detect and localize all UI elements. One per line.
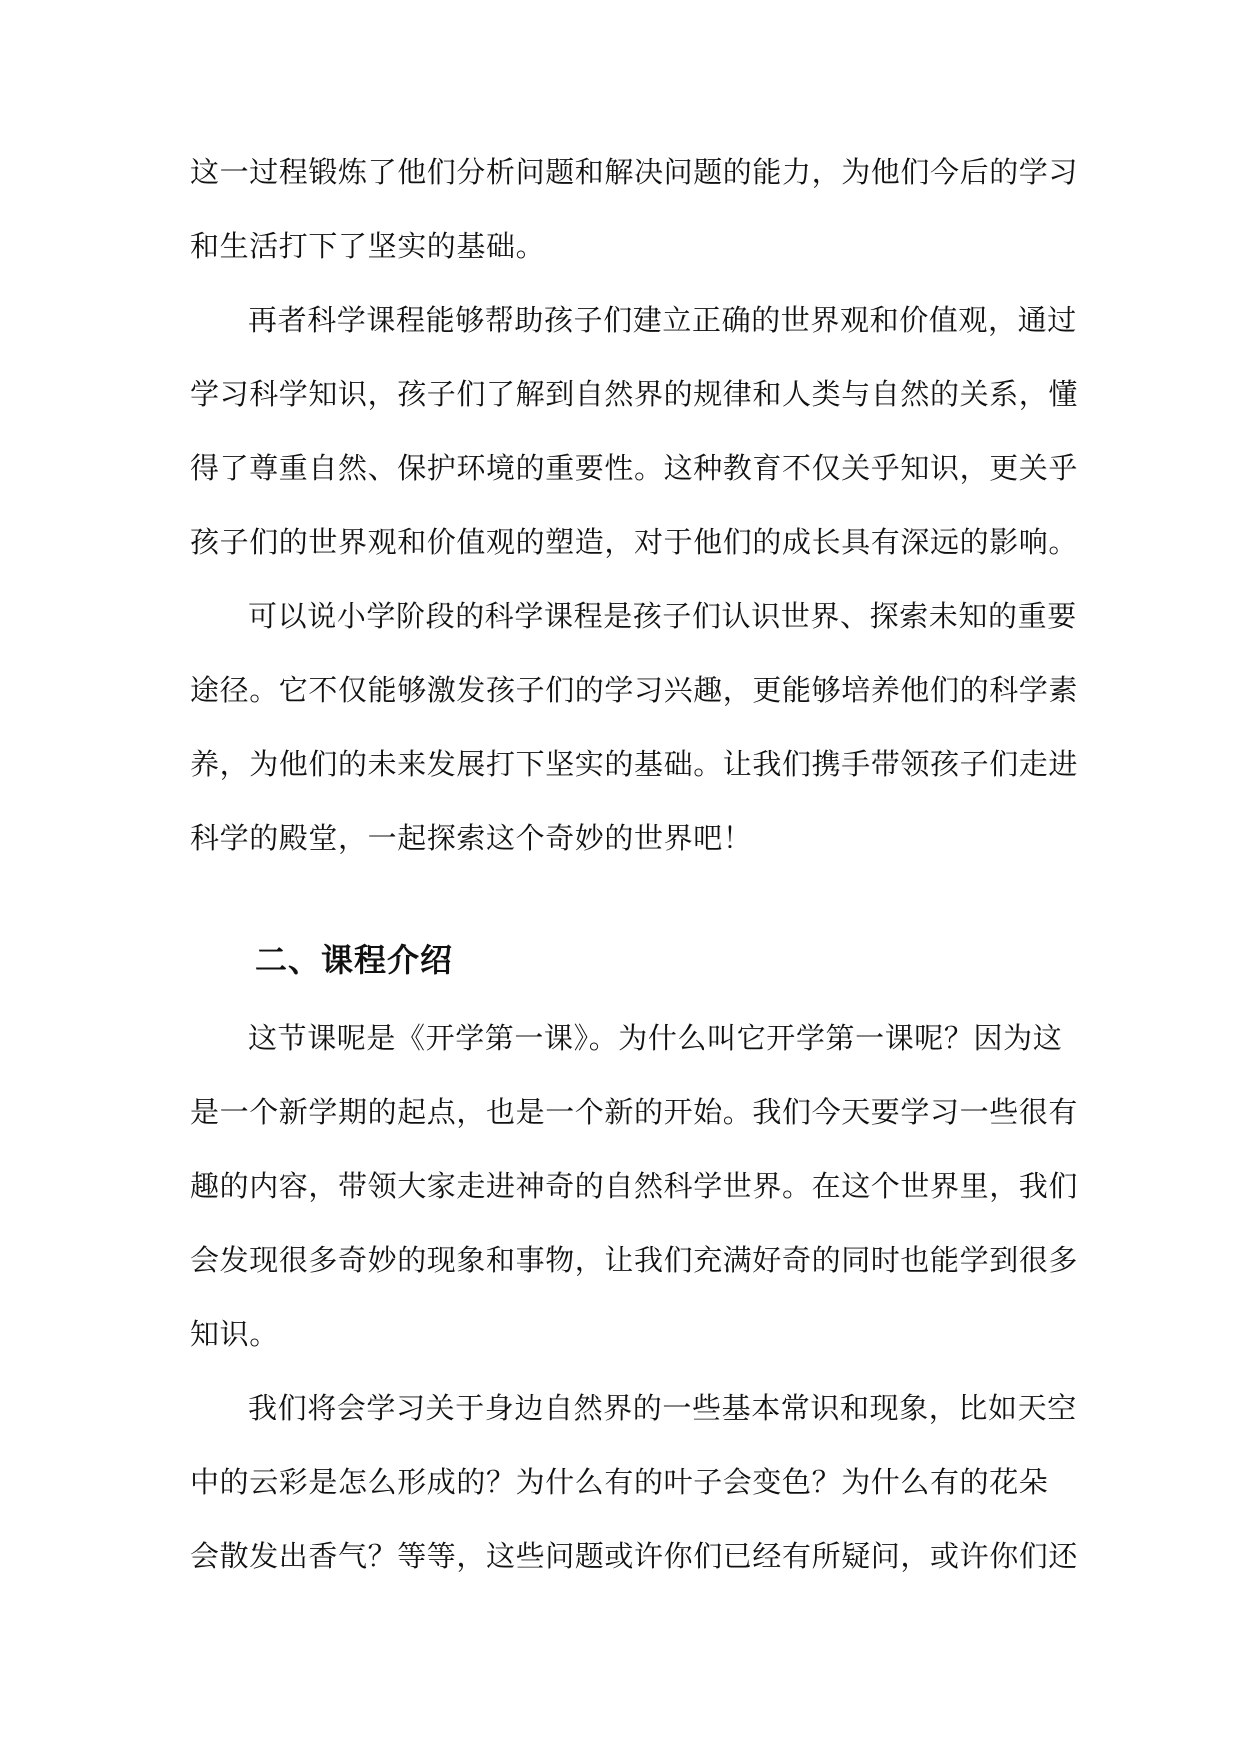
paragraph-line: 学习科学知识，孩子们了解到自然界的规律和人类与自然的关系，懂 [190, 377, 1079, 411]
paragraph-line: 趣的内容，带领大家走进神奇的自然科学世界。在这个世界里，我们 [190, 1169, 1079, 1203]
paragraph-line: 可以说小学阶段的科学课程是孩子们认识世界、探索未知的重要 [248, 599, 1077, 633]
paragraph-line: 途径。它不仅能够激发孩子们的学习兴趣，更能够培养他们的科学素 [190, 673, 1079, 707]
section-heading: 二、课程介绍 [255, 941, 454, 979]
paragraph-line: 会散发出香气？等等，这些问题或许你们已经有所疑问，或许你们还 [190, 1539, 1079, 1573]
paragraph-line: 养，为他们的未来发展打下坚实的基础。让我们携手带领孩子们走进 [190, 747, 1079, 781]
paragraph-line: 知识。 [190, 1317, 279, 1351]
paragraph-line: 孩子们的世界观和价值观的塑造，对于他们的成长具有深远的影响。 [190, 525, 1079, 559]
paragraph-line: 这节课呢是《开学第一课》。为什么叫它开学第一课呢？因为这 [248, 1021, 1063, 1055]
paragraph-line: 再者科学课程能够帮助孩子们建立正确的世界观和价值观，通过 [248, 303, 1077, 337]
paragraph-line: 这一过程锻炼了他们分析问题和解决问题的能力，为他们今后的学习 [190, 155, 1079, 189]
paragraph-line: 会发现很多奇妙的现象和事物，让我们充满好奇的同时也能学到很多 [190, 1243, 1079, 1277]
paragraph-line: 我们将会学习关于身边自然界的一些基本常识和现象，比如天空 [248, 1391, 1077, 1425]
paragraph-line: 得了尊重自然、保护环境的重要性。这种教育不仅关乎知识，更关乎 [190, 451, 1079, 485]
paragraph-line: 科学的殿堂，一起探索这个奇妙的世界吧！ [190, 821, 753, 855]
paragraph-line: 中的云彩是怎么形成的？为什么有的叶子会变色？为什么有的花朵 [190, 1465, 1049, 1499]
paragraph-line: 是一个新学期的起点，也是一个新的开始。我们今天要学习一些很有 [190, 1095, 1079, 1129]
paragraph-line: 和生活打下了坚实的基础。 [190, 229, 546, 263]
